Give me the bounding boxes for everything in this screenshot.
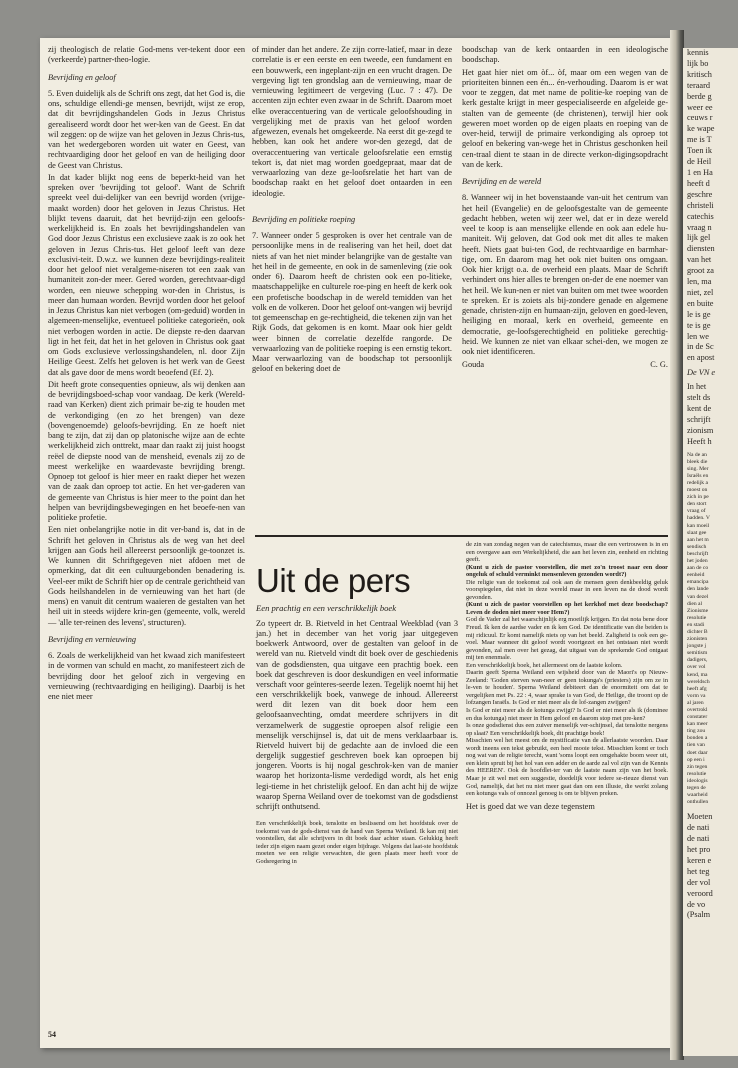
next-page-line: Na de an xyxy=(687,451,707,458)
paragraph-6: 6. Zoals de werkelijkheid van het kwaad zich manifesteert in de vormen van schuld en macht, zo manifesteert zich de bevrijding door het geloof zich in vergeving en vernieuwing (rechtvaardiging en heiliging). Daarbij is het ene niet meer xyxy=(48,651,245,701)
next-page-line: sing. Mer xyxy=(687,465,709,472)
next-page-line: groot za xyxy=(687,266,714,276)
next-page-line: jongste j xyxy=(687,643,707,650)
uit-de-pers-masthead: Uit de pers xyxy=(256,562,411,599)
next-page-line: In het xyxy=(687,382,707,392)
section-heading-vernieuwing: Bevrijding en vernieuwing xyxy=(48,634,137,644)
paragraph-correlatie: of minder dan het andere. Ze zijn corre-latief, maar in deze correlatie is er een eerste en een tweede, een fundament en een bouwwerk, een ingeplant-zijn en een vrucht dragen. De vergeving ligt ten grondslag aan de vernieuwing, maar de vernieuwing legitimeert de vergeving (Luc. 7 : 47). De accenten zijn echter even zwaar in de Schrift. Daarom moet elke overaccentuering van de verticale geloofshouding in vergelijking met de praxis van het geloof worden afgewezen, evenals het omgekeerde. Na eerst dit ge-zegd te hebben, kan ook het andere wor-den gezegd, dat de overaccentuering van verticale geloofsrelatie een ernstig tekort is, dat niet mag worden goedgepraat, maar dat de verwaarlozing van deze ge-loofsrelatie het hart van de boodschap raakt en het geloof doet ontaarden in een ideologie. xyxy=(252,45,452,198)
quote-text: Misschien wel het meest om de mystificatie van de allerlaatste woorden. Daar wordt ineens een tekst gebruikt, een heel mooie tekst. Misschien komt er toch nog wat van de religie terecht, want 'soms loopt een omgehakte boom weer uit, een klein spruit bij het hol van een adder en de aarde zal vol zijn van de Kennis des HEEREN'. Ook de hoofdlet-ter van de laatste naam zijn van het boek. Maar je zit wel met een suggestie, doedelijk voor iedere se-rieuze dienst van God, namelijk, dat het nu niet meer gaat dan om een illusie, die werkt zolang een kotunga vals of onnozel genoeg is om te blijven preken. xyxy=(466,737,668,798)
next-page-line: kent de xyxy=(687,404,712,413)
next-page-line: de Heil xyxy=(687,157,712,167)
next-page-line: len we xyxy=(687,331,709,341)
next-page-line: geschre xyxy=(687,189,713,199)
page-number: 54 xyxy=(48,1030,56,1039)
paragraph-7: 7. Wanneer onder 5 gesproken is over het centrale van de persoonlijke mens in de realisering van het heil, doet dat niets af van het niet minder belangrijke van de gestalte van het heil in de gemeente, en ook in de samenleving (zie ook onder 6). Daarom heeft de christen ook een po-litieke, maatschappelijke en culturele roe-ping en heeft de kerk ook een profetische boodschap in de wereld temidden van het volk en de volkeren. Door het geloof ont-vangen wij bevrijd tot gemeenschap en ge-rechtigheid, die tekenen zijn van het Rijk Gods, dat gekomen is en komt. Maar ook hier geldt weer binnen de correlatie dezelfde rangorde. De verwaarlozing van de politieke roeping is een ernstig tekort. Maar verwaarlozing van de boodschap tot persoonlijk geloof en bekering doet de xyxy=(252,231,452,374)
next-page-line: kennis xyxy=(687,48,709,57)
uit-de-pers-body: Zo typeert dr. B. Rietveld in het Centraal Weekblad (van 3 jan.) het in december van het vorig jaar uitgegeven boekwerk Antwoord, over de gestalten van geloof in de wereld van nu. Rietveld vindt dit boek over de geschiedenis van de godsdiensten, qua uitgave een prachtig boek. een boek dat geschreven is door deskundigen en veel informatie verschaft voor geïnteres-seerde lezen. Tegelijk noemt hij het een verschrikkelijk boek, vanwege de inhoud. Allereerst werd dit lezen van dit boek door hem een geloofsaanvechting, omdat meerdere schrijvers in dit verzamelwerk de suggestie oproepen alsof religie een menselijk verschijnsel is, dat uit de mens verklaarbaar is. Rietveld huivert bij de gedachte aan de invloed die een dergelijk suggestief geschreven boek kan oproepen bij jongeren. Voorts is hij nogal geschrok-ken van de manier waarop het horizonta-lisme verdedigd wordt, als het enig legi-tieme in het christelijk geloof. En dan acht hij de wijze waarop Sperna Weiland over de toekomst van de godsdienst schrijft onthutsend. xyxy=(256,619,458,811)
next-page-line: van het xyxy=(687,255,712,265)
next-page-line: aan het m xyxy=(687,536,709,543)
next-page-line: keren e xyxy=(687,855,712,865)
next-page-line: resolutie xyxy=(687,614,707,621)
next-page-line: in de Sc xyxy=(687,342,714,352)
column-2 xyxy=(252,45,452,377)
next-page-line: het joden xyxy=(687,558,708,565)
section-heading-geloof: Bevrijding en geloof xyxy=(48,72,116,82)
quote-question: (Kunt u zich de pastor voorstellen op het kerkhof met deze boodschap? Leven de doden niet meer voor Hem?) xyxy=(466,601,668,616)
book-gutter xyxy=(670,30,684,1060)
continued-text: Het is goed dat we van deze tegenstem xyxy=(466,801,595,811)
next-page-line: vraag n xyxy=(687,222,712,232)
next-page-line: kan moeil xyxy=(687,522,710,529)
next-page-line: vorm va xyxy=(687,692,706,699)
next-page-heading: De VN e xyxy=(687,368,716,378)
uit-de-pers-subtitle: Een prachtig en een verschrikkelijk boek xyxy=(256,603,397,613)
next-page-line: kan meer xyxy=(687,721,708,728)
next-page-lines-2 xyxy=(683,382,738,447)
next-page-line: niet, zel xyxy=(687,287,714,297)
next-page-line: slaat gee xyxy=(687,529,707,536)
next-page-line: over vol xyxy=(687,664,706,671)
next-page-line: le is ge xyxy=(687,309,711,319)
section-heading-wereld: Bevrijding en de wereld xyxy=(462,177,542,186)
next-page-line: van dezel xyxy=(687,593,709,600)
column-3 xyxy=(462,45,668,371)
next-page-line: moest on xyxy=(687,487,708,494)
next-page-line: waarheid xyxy=(687,792,708,799)
next-page-line: (Psalm xyxy=(687,910,711,920)
next-page-line: beschrijft xyxy=(687,550,709,557)
next-page-line: ke wape xyxy=(687,124,715,134)
next-page-line: tegen de xyxy=(687,785,706,792)
next-page-line: onthullen xyxy=(687,799,709,806)
next-page-line: constater xyxy=(687,714,708,721)
next-page-line: zionisten xyxy=(687,636,708,643)
quote-text: God de Vader zal het waarschijnlijk erg moeilijk krijgen. En dat nota bene door Freud. Ik ken de aardse vader en ik ken God. De identificatie van die beiden is mij ridicuul. Er komt namelijk niets op van het beeld. Zaligheid is ook een ge-voel. Maar wanneer dit geloof wordt voortgezet en het ontstaan niet wordt gevonden, zal men over het gezag, dat uitgaat van de sprekende God ontgaat mij ten enenmale. xyxy=(466,616,668,662)
next-page-line: zich in pe xyxy=(687,494,709,501)
next-page-line: Zionisme xyxy=(687,607,709,614)
next-page-line: Toen ik xyxy=(687,146,712,156)
next-page-line: stelt ds xyxy=(687,393,711,403)
next-page-line: vraag of xyxy=(687,508,706,515)
next-page-line: hadden. V xyxy=(687,515,710,522)
next-page-line: aan de co xyxy=(687,565,709,572)
next-page-line: redelijk a xyxy=(687,480,708,486)
next-page-strip xyxy=(683,48,738,1056)
quote-text: Is onze godsdienst dus een zuiver menselijk ver-schijnsel, dat tenslotte nergens op slaat? Een verschrikkelijk boek, dit prachtige boek! xyxy=(466,722,668,737)
next-page-line: het pro xyxy=(687,845,711,855)
next-page-line: wereldsch xyxy=(687,678,710,685)
next-page-line: ideologis xyxy=(687,777,708,784)
next-page-line: veroord xyxy=(687,888,713,898)
next-page-line: en buite xyxy=(687,298,714,308)
signature xyxy=(462,360,668,370)
next-page-line: het teg xyxy=(687,866,710,876)
paragraph-5b: In dat kader blijkt nog eens de beperkt-heid van het spreken over 'bevrijding tot geloof'. Want de Schrift spreekt veel dui-delijker van een bevrijd worden (vrijge-maakt worden) door het geloven in Jezus Christus. Het blijkt tevens daaruit, dat het bevrijd-zijn een geloofs-werkelijkheid is. En zoals het bevrijdingshandelen van God door Jezus Christus een exclusieve zaak is zo ook het geloven in Jezus Chris-tus. Het geloof leeft van deze exclusivi-teit. D.w.z. we kunnen deze bevrijdings-realiteit door het geloof niet veralgeme-niseren tot een zaak van humaniteit zon-der meer. Gered worden, gerechtvaar-digd worden, een nieuwe schepping wor-den in Christus, is meer dan humaan worden. Bevrijd worden door het geloof in Jezus Christus kan niet verbogen (om-geduid) worden in algemeen-menselijke, eventueel politieke categorieën, ook niet verbogen worden in actie. De diepste re-den daarvan ligt in het feit, dat het in het geloven in Christus ook gaat om Gods exclusieve verlossingshandelen, nl. door Zijn Heilige Geest. Zelfs het geloven is het werk van de Geest dat als gave door de mens wordt beoefend (Ef. 2). xyxy=(48,172,245,377)
uit-de-pers-column xyxy=(256,541,458,866)
next-page-line: schrijft xyxy=(687,414,711,424)
intro-paragraph: zij theologisch de relatie God-mens ver-tekent door een (verkeerde) partner-theo-logie. xyxy=(48,45,245,65)
quote-question: (Kunt u zich de pastor voorstellen, die met zo'n troost naar een door ongeluk of schuld verminkt mensenleven gezonden wordt?) xyxy=(466,563,668,579)
next-page-line: zionism xyxy=(687,425,714,435)
next-page-line: Israëls en xyxy=(687,472,709,479)
quote-column xyxy=(466,541,668,812)
next-page-line: bleek die xyxy=(687,458,708,465)
paragraph-8: 8. Wanneer wij in het bovenstaande van-uit het centrum van het heil (Evangelie) en de geloofsgestalte van de gemeente gedacht hebben, weten wij zeer wel, dat er in deze wereld veel te koop is aan menselijke ellende en ook aan edele hu-maniteit. Wij geloven, dat God ook met dit alles te maken heeft. Niets gaat bui-ten God, de rechtvaardige en barmhar-tige, om. En daarom mag het ook niet buiten ons omgaan. Ook hier krijgt o.a. de overheid een plaats. Maar de Schrift verhindert ons hier alles te brengen on-der de ene noemer van het heil. We kun-nen er niet van buiten om met twee woorden te spreken. Er is zoiets als bij-zondere genade en algemene genade, christen-zijn en humaan-zijn, geloven en goed-leven, heiliging en moraal, kerk en overheid, gemeente en democratie, ge-loofsgerechtigheid en politieke gerechtig-heid. We kunnen ze niet van elkaar schei-den, we mogen ze ook niet identificeren. xyxy=(462,193,668,356)
quote-text: de zin van zondag negen van de catechismus, maar die een vertrouwen is in en een overgave aan een Werkelijkheid, die aan het leven zin, eenheid en richting geeft. xyxy=(466,541,668,564)
next-page-line: diensten xyxy=(687,244,715,254)
next-page-line: de nati xyxy=(687,823,710,833)
next-page-line: Heeft h xyxy=(687,436,712,446)
next-page-line: den stort xyxy=(687,501,707,508)
next-page-line: heeft d xyxy=(687,178,710,188)
next-page-line: me is T xyxy=(687,135,712,145)
quote-text: Die religie van de toekomst zal ook aan de mensen geen denkbeeldig geluk voorspiegelen, dat niet in deze wereld maar in een leven na de dood wordt gevonden. xyxy=(466,578,668,601)
next-page-small-lines xyxy=(683,452,738,807)
section-divider xyxy=(255,535,668,537)
next-page-line: en stadi xyxy=(687,621,705,628)
next-page-line: ting zou xyxy=(687,728,706,735)
quote-text: Daarin geeft Sperna Weiland een wijsheid door van de Maori's op Nieuw-Zeeland: 'Goden sterven wan-neer er geen tokunga's (priesters) zijn om ze in le-ven te houden'. Sperna Weiland debiteert dan de enormiteit om dat te vergelijken met Ps. 22 : 4, waar sprake is van God, de Heilige, die troont op de lofzangen Israëls. Is God er niet meer als de lof-zangen zwijgen? xyxy=(466,669,668,707)
next-page-line: semitism xyxy=(687,650,708,657)
next-page-line: eenheid xyxy=(687,572,705,579)
next-page-line: der vol xyxy=(687,877,711,887)
quote-text: Een verschrikkelijk boek, het allermeest om de laatste kolom. xyxy=(466,661,623,669)
next-page-line: sendisch xyxy=(687,543,707,550)
paragraph-prioriteiten: Het gaat hier niet om òf... òf, maar om een wegen van de prioriteiten binnen een én... én-verhouding. Daarom is er wat voor te zeggen, dat met name de politie-ke roeping van de kerk gestalte krijgt in meer gespecialiseerde en afgeleide ge-stalten van de gemeente (de christenen), terwijl hier ook geweren moet worden op de eigen plaats en roeping van de over-heid, terwijl de primaire verkondiging als oproep tot geloof en bekering van-wege het in Christus geschonken heil cen-traal dient te staan in de directe verkon-digingsopdracht van de kerk. xyxy=(462,67,668,169)
next-page-line: lijk gel xyxy=(687,233,711,243)
next-page-line: weer ee xyxy=(687,102,713,112)
next-page-line: tien van xyxy=(687,742,705,749)
next-page-line: de nati xyxy=(687,834,710,844)
paragraph-5: 5. Even duidelijk als de Schrift ons zegt, dat het God is, die ons, schuldige ellendi-ge mensen, bevrijdt, wijst ze erop, dat dit bevrijdingshandelen Gods in Jezus Christus gerealiseerd wordt door het wer-ken van de Geest. En dat wil zeggen: op de wijze van het geloven in Jezus Chris-tus, van het wedergeboren worden uit water en Geest, van rechtvaardiging door het geloof en van de heiliging door de Geest van Christus. xyxy=(48,88,246,170)
uit-de-pers-quote: Een verschrikkelijk boek, tenslotte en beslissend om het hoofdstuk over de toekomst van de gods-dienst van de hand van Sperna Weiland. Ik kan mij niet voorstellen, dat alle schrijvers in dit boek daar achter staan. Gelukkig heeft ieder zijn eigen naam gezet onder eigen bijdrage. Volgens dat laat-ste hoofdstuk moeten we een religie verwachten, die geen plaats meer heeft voor de Godsregering in xyxy=(256,819,458,865)
next-page-line: teraard xyxy=(687,80,711,90)
next-page-line: bonden a xyxy=(687,735,708,742)
next-page-line: catechis xyxy=(687,211,714,221)
next-page-line: dichter B xyxy=(687,628,708,635)
next-page-line: doet daar xyxy=(687,749,708,756)
signature-initials: C. G. xyxy=(650,360,668,370)
paragraph-5d: Een niet onbelangrijke notie in dit ver-band is, dat in de Schrift het geloven in Christus als de weg van het deel krijgen aan Gods heil allereerst persoonlijk ge-toonzet is. We kunnen dit Schriftgegeven niet afdoen met de opmerking, dat dit een cultuurgebonden benadering is. Veel-eer mikt de Schrift hier op de centrale gerichtheid van Gods heilshandelen in de vernieuwing van het hart (de mens) en vanuit dit centrum waaieren de gestalten van het heil uit in steeds wijdere krin-gen (gemeente, volk, wereld — 'alle ter-reinen des levens', structuren). xyxy=(48,525,245,627)
next-page-line: dadigers, xyxy=(687,657,708,664)
next-page-line: zin tegen xyxy=(687,763,708,770)
section-heading-politieke-roeping: Bevrijding en politieke roeping xyxy=(252,214,356,224)
next-page-line: dien al xyxy=(687,600,703,607)
next-page-line: christeli xyxy=(687,200,714,210)
next-page-line: resolutie xyxy=(687,770,707,777)
next-page-line: 1 en Ha xyxy=(687,167,713,177)
next-page-line: lijk bo xyxy=(687,58,709,68)
next-page-line: te is ge xyxy=(687,320,711,330)
next-page-line: al jaren xyxy=(687,699,704,706)
next-page-line: heeft afg xyxy=(687,685,707,692)
next-page-line: len, ma xyxy=(687,277,712,287)
next-page-lines-3 xyxy=(683,812,738,921)
next-page-line: emancipa xyxy=(687,579,709,586)
signature-place: Gouda xyxy=(462,360,485,370)
next-page-line: ceuws r xyxy=(687,113,713,123)
quote-text: Is God er niet meer als de kotunga zwijgt? Is God er niet meer als ik (dominee en dus kotunga) niet meer in Hem geloof en daarom stop met pre-ken? xyxy=(466,707,668,722)
next-page-line: kritisch xyxy=(687,69,712,79)
next-page-lines xyxy=(683,48,738,364)
next-page-line: de vo xyxy=(687,899,706,909)
column-1 xyxy=(48,45,245,704)
next-page-line: Moeten xyxy=(687,812,713,822)
paragraph-5c: Dit heeft grote consequenties opnieuw, als wij denken aan de bevrijdingsboed-schap voor vandaag. De kerk (Wereld-raad van Kerken) dient zich primair be-zig te houden met de verkondiging (en zo het brengen) van deze (bovengenoemde) geloofs-bevrijding. En ze hoeft niet bang te zijn, dat zij dan op platonische wijze aan de echte werkelijkheid zich onttrekt, maar dan raakt zij juist hoogst reëel de diepste nood van de mensheid, evenals zij zo de meest werkelijke en waardevaste bevrijding brengt. Opnoep tot geloof is hier meer en raakt dieper het wezen van de zaak dan oproep tot actie. En het ver-gaderen van de gemeente van Christus is hier meer to the point dan het helpen van bevrijdingsbewegingen en het beoefe-nen van politieke profetie. xyxy=(48,379,245,522)
next-page-line: overtrokl xyxy=(687,707,708,713)
next-page-line: op een i xyxy=(687,756,705,763)
next-page-line: den lande xyxy=(687,586,709,593)
paragraph-ideologische: boodschap van de kerk ontaarden in een ideologische boodschap. xyxy=(462,45,668,65)
next-page-line: en apost xyxy=(687,353,715,363)
next-page-line: kend, ma xyxy=(687,671,708,678)
next-page-line: berde g xyxy=(687,91,712,101)
